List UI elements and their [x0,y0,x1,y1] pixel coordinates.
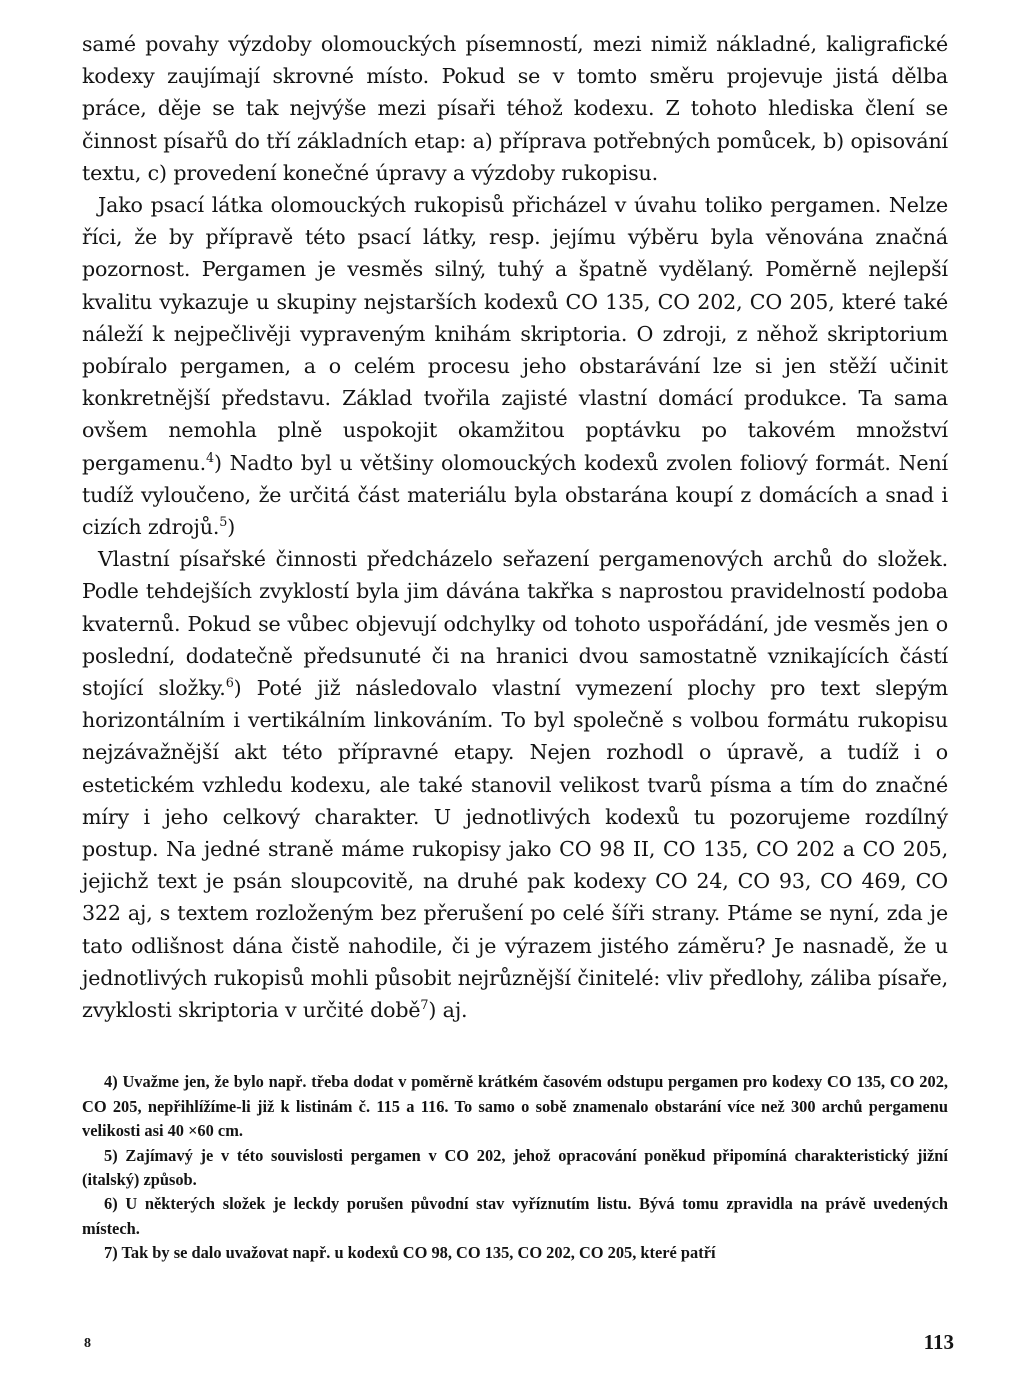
footnote-number: 7) [104,1243,118,1263]
footnote-7 [82,1241,948,1265]
paragraph-2-text-a: Jako psací látka olomouckých rukopisů přicházel v úvahu toliko pergamen. Nelze říci, že by přípravě této psací látky, resp. jejímu výběru byla věnována značná pozornost. Pergamen je vesměs silný, tuhý a špatně vydělaný. Poměrně nejlepší kvalitu vykazuje u skupiny nejstarších kodexů CO 135, CO 202, CO 205, které také náleží k nejpečlivěji vypraveným knihám skriptoria. O zdroji, z něhož skriptorium pobíralo pergamen, a o celém procesu jeho obstarávání lze si jen stěží učinit konkretnější představu. Základ tvořila zajisté vlastní domácí produkce. Ta sama ovšem nemohla plně uspokojit okamžitou poptávku po takovém množství pergamenu. [82,193,948,475]
footnote-ref-6: 6 [225,676,234,692]
footnote-ref-4: 4 [205,450,214,466]
footnote-6 [82,1192,948,1241]
footnote-ref-7: 7 [420,998,429,1014]
paragraph-1 [82,28,948,189]
paragraph-2 [82,189,948,543]
paragraph-2-text-c: ) [227,515,236,540]
page-content [82,28,948,1266]
footnote-text: U některých složek je leckdy porušen původní stav vyříznutím listu. Bývá tomu zpravidla na právě uvedených místech. [82,1194,948,1238]
footnote-number: 5) [104,1145,118,1165]
page-number: 113 [923,1330,954,1354]
paragraph-3-text-c: ) aj. [428,998,468,1023]
paragraph-2-text-b: ) Nadto byl u většiny olomouckých kodexů zvolen foliový formát. Není tudíž vyloučeno, že určitá část materiálu byla obstarána koupí z domácích a snad i cizích zdrojů. [82,450,948,540]
footnote-5 [82,1144,948,1193]
paragraph-1-text: samé povahy výzdoby olomouckých písemností, mezi nimiž nákladné, kaligrafické kodexy zaujímají skrovné místo. Pokud se v tomto směru projevuje jistá dělba práce, děje se tak nejvýše mezi písaři téhož kodexu. Z tohoto hlediska člení se činnost písařů do tří základních etap: a) příprava potřebných pomůcek, b) opisování textu, c) provedení konečné úpravy a výzdoby rukopisu. [82,32,948,185]
footnote-text: Tak by se dalo uvažovat např. u kodexů CO 98, CO 135, CO 202, CO 205, které patří [121,1243,716,1263]
paragraph-3-text-a: Vlastní písařské činnosti předcházelo seřazení pergamenových archů do složek. Podle tehdejších zvyklostí byla jim dávána takřka s naprostou pravidelností podoba kvaternů. Pokud se vůbec objevují odchylky od tohoto uspořádání, jde vesměs jen o poslední, dodatečně předsunuté či na hranici dvou samostatně vznikajících částí stojící složky. [82,547,948,701]
footnote-number: 4) [104,1072,118,1092]
footnote-number: 6) [104,1194,118,1214]
footnote-4 [82,1070,948,1143]
footnotes [82,1070,948,1265]
paragraph-3 [82,543,948,1026]
printer-signature: 8 [84,1336,91,1351]
footnote-text: Zajímavý je v této souvislosti pergamen v CO 202, jehož opracování poněkud připomíná charakteristický jižní (italský) způsob. [82,1145,948,1189]
footnote-text: Uvažme jen, že bylo např. třeba dodat v poměrně krátkém časovém odstupu pergamen pro kodexy CO 135, CO 202, CO 205, nepřihlížíme-li již k listinám č. 115 a 116. To samo o sobě znamenalo obstarání více než 300 archů pergamenu velikosti asi 40 ×60 cm. [82,1072,948,1141]
paragraph-3-text-b: ) Poté již následovalo vlastní vymezení plochy pro text slepým horizontálním i vertikálním linkováním. To byl společně s volbou formátu rukopisu nejzávažnější akt této přípravné etapy. Nejen rozhodl o úpravě, a tudíž i o estetickém vzhledu kodexu, ale také stanovil velikost tvarů písma a tím do značné míry i jeho celkový charakter. U jednotlivých kodexů tu pozorujeme rozdílný postup. Na jedné straně máme rukopisy jako CO 98 II, CO 135, CO 202 a CO 205, jejichž text je psán sloupcovitě, na druhé pak kodexy CO 24, CO 93, CO 469, CO 322 aj, s textem rozloženým bez přerušení po celé šíři strany. Ptáme se nyní, zda je tato odlišnost dána čistě nahodile, či je výrazem jistého záměru? Je nasnadě, že u jednotlivých rukopisů mohli působit nejrůznější činitelé: vliv předlohy, záliba písaře, zvyklosti skriptoria v určité době [82,676,948,1023]
main-text [82,28,948,1026]
footnote-ref-5: 5 [219,515,228,531]
